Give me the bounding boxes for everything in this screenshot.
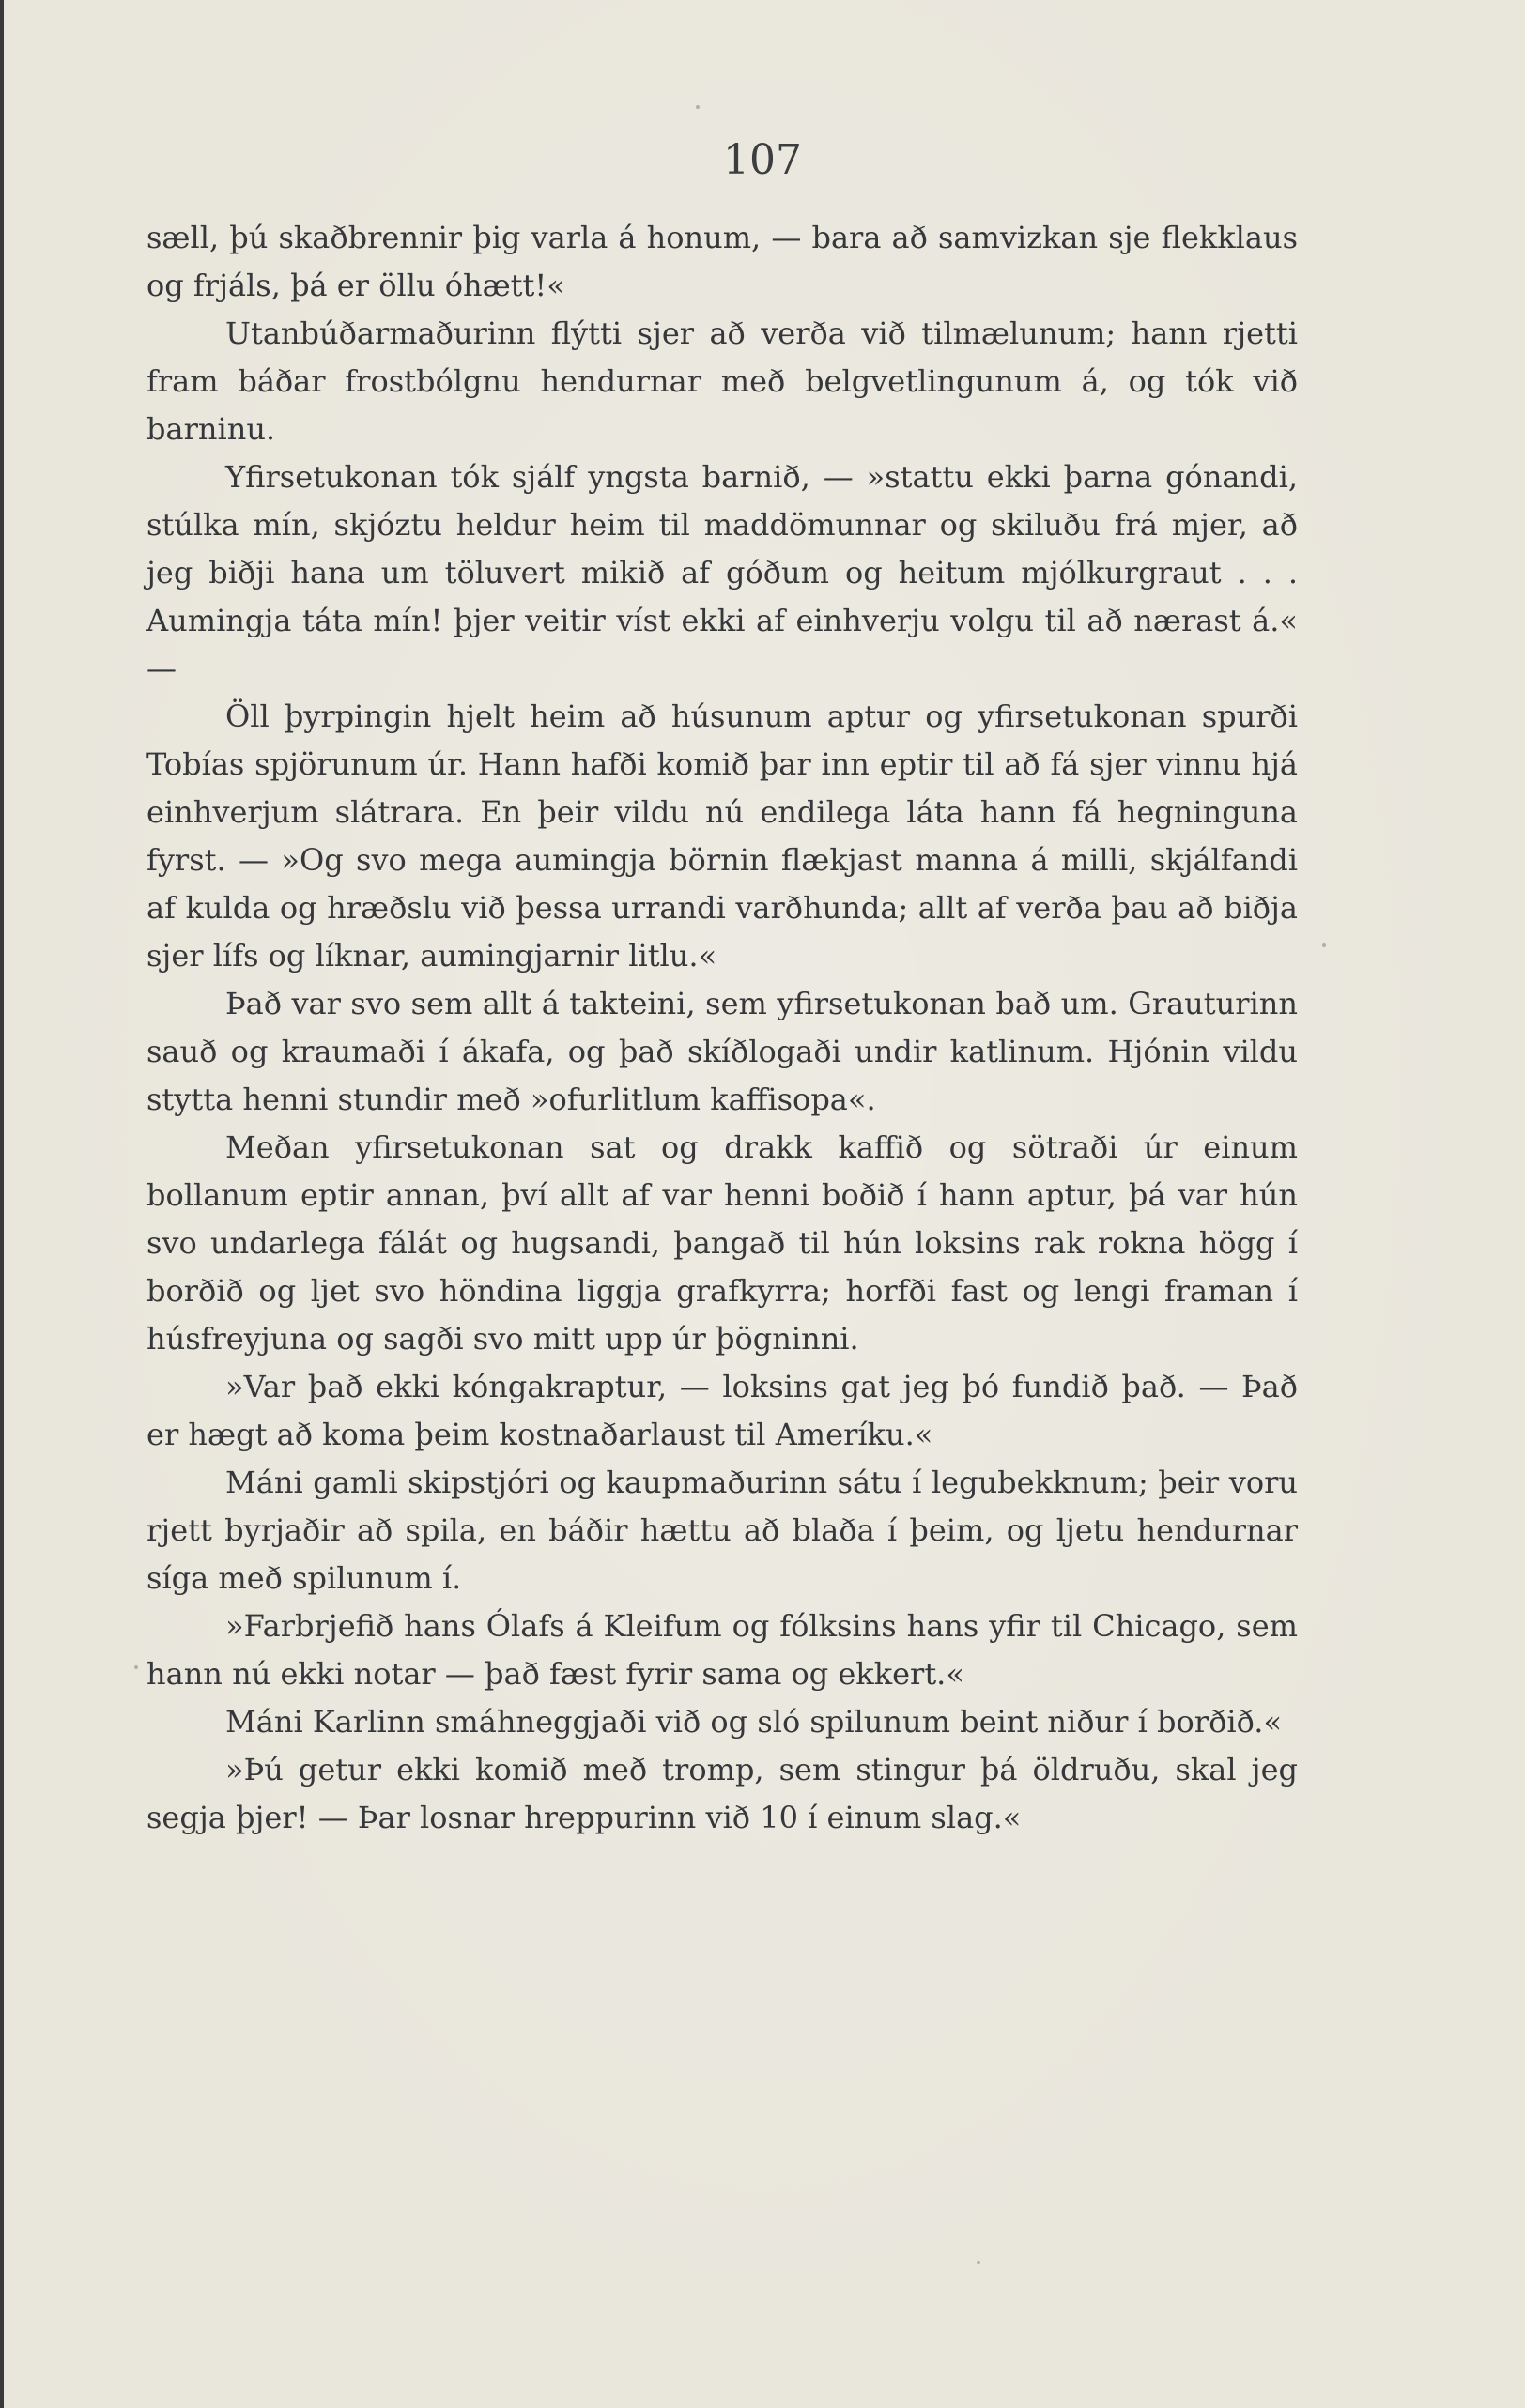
page-edge-line [0, 0, 4, 2408]
paragraph: Máni Karlinn smáhneggjaði við og sló spilunum beint niður í borðið.« [225, 1704, 1283, 1740]
paragraph: »Þú getur ekki komið með tromp, sem stingur þá öldruðu, skal jeg segja þjer! — Þar losnar hreppurinn við 10 í einum slag.« [146, 1752, 1298, 1835]
paper-speck [1322, 943, 1326, 947]
paragraph: Meðan yfirsetukonan sat og drakk kaffið og sötraði úr einum bollanum eptir annan, því allt af var henni boðið í hann aptur, þá var hún svo undarlega fálát og hugsandi, þangað til hún loksins rak rokna högg í borðið og ljet svo höndina liggja grafkyrra; horfði fast og lengi framan í húsfreyjuna og sagði svo mitt upp úr þögninni. [146, 1129, 1298, 1357]
paragraph: Utanbúðarmaðurinn flýtti sjer að verða við tilmælunum; hann rjetti fram báðar frostbólgnu hendurnar með belgvetlingunum á, og tók við barninu. [146, 315, 1298, 447]
paragraph: sæll, þú skaðbrennir þig varla á honum, — bara að samvizkan sje flekklaus og frjáls, þá er öllu óhætt!« [146, 220, 1298, 303]
paper-speck [134, 1665, 138, 1669]
body-text [146, 214, 1298, 1842]
paragraph: Yfirsetukonan tók sjálf yngsta barnið, — »stattu ekki þarna gónandi, stúlka mín, skjóztu heldur heim til maddömunnar og skiluðu frá mjer, að jeg biðji hana um töluvert mikið af góðum og heitum mjólkurgraut . . . Aumingja táta mín! þjer veitir víst ekki af einhverju volgu til að nærast á.« — [146, 459, 1298, 686]
paragraph: Það var svo sem allt á takteini, sem yfirsetukonan bað um. Grauturinn sauð og kraumaði í ákafa, og það skíðlogaði undir katlinum. Hjónin vildu stytta henni stundir með »ofurlitlum kaffisopa«. [146, 986, 1298, 1117]
paper-speck [977, 2261, 980, 2264]
paper-speck [696, 105, 700, 109]
paragraph: »Farbrjefið hans Ólafs á Kleifum og fólksins hans yfir til Chicago, sem hann nú ekki notar — það fæst fyrir sama og ekkert.« [146, 1608, 1298, 1692]
paragraph: Öll þyrpingin hjelt heim að húsunum aptur og yfirsetukonan spurði Tobías spjörunum úr. Hann hafði komið þar inn eptir til að fá sjer vinnu hjá einhverjum slátrara. En þeir vildu nú endilega láta hann fá hegninguna fyrst. — »Og svo mega aumingja börnin flækjast manna á milli, skjálfandi af kulda og hræðslu við þessa urrandi varðhunda; allt af verða þau að biðja sjer lífs og líknar, aumingjarnir litlu.« [146, 698, 1298, 974]
page-number: 107 [723, 136, 802, 184]
paragraph: Máni gamli skipstjóri og kaupmaðurinn sátu í legubekknum; þeir voru rjett byrjaðir að spila, en báðir hættu að blaða í þeim, og ljetu hendurnar síga með spilunum í. [146, 1465, 1298, 1596]
paragraph: »Var það ekki kóngakraptur, — loksins gat jeg þó fundið það. — Það er hægt að koma þeim kostnaðarlaust til Ameríku.« [146, 1369, 1298, 1452]
